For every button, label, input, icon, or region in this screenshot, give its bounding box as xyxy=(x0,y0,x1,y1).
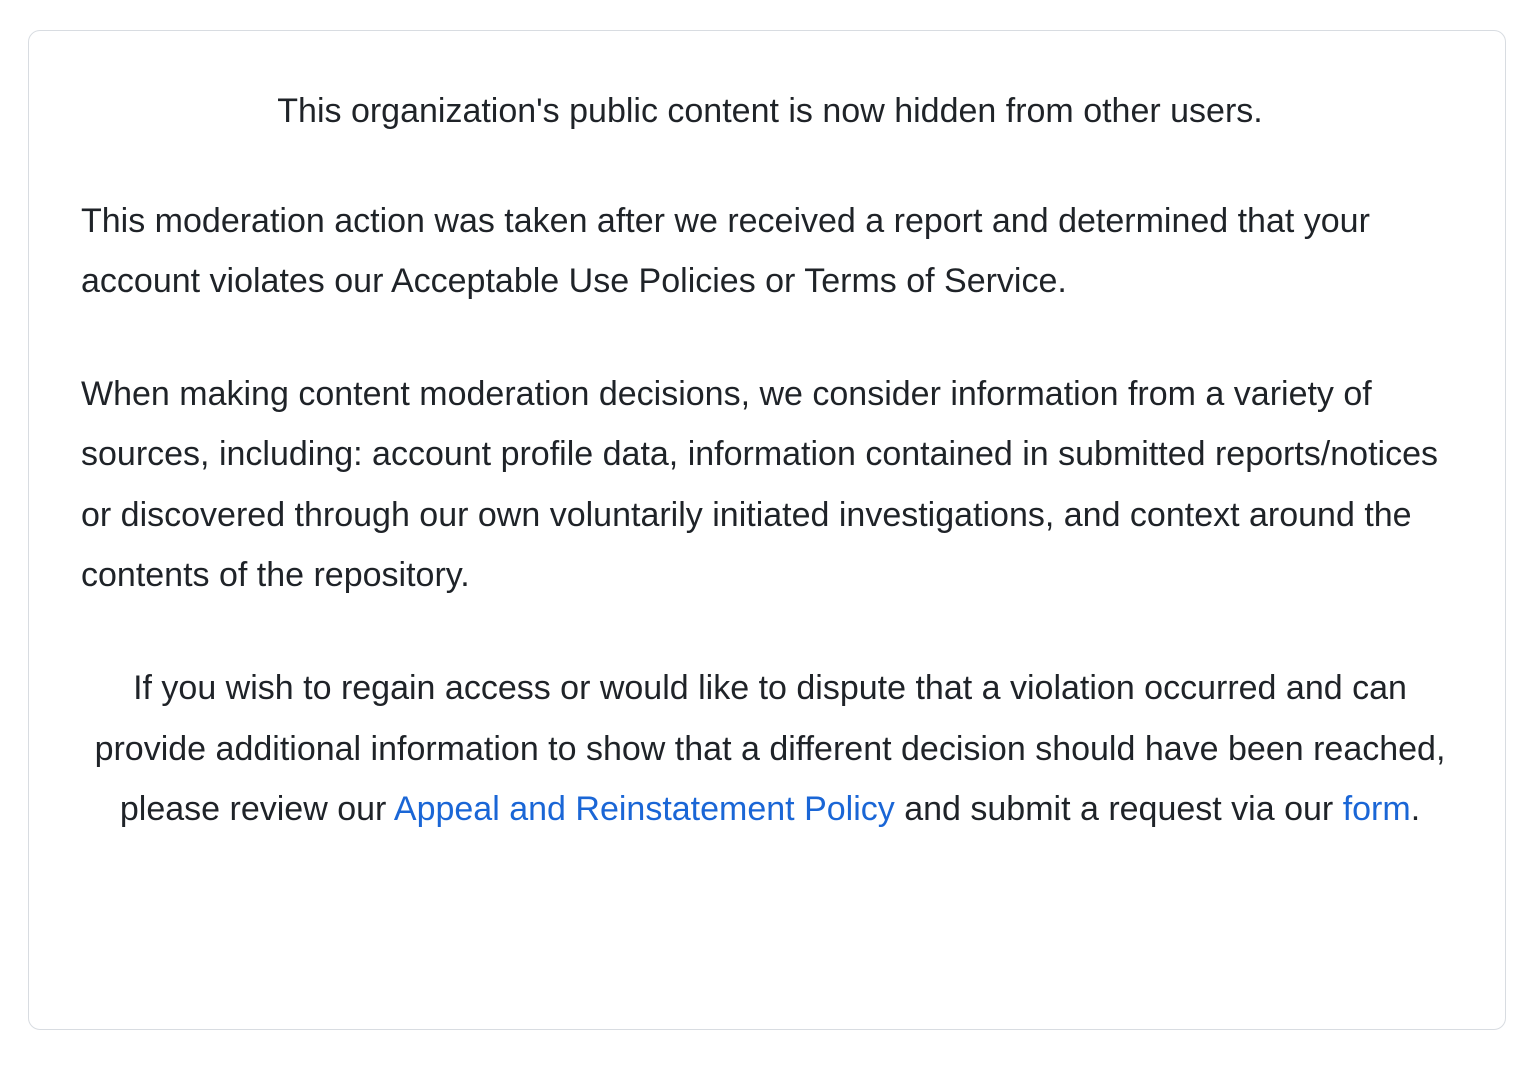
appeal-and-reinstatement-policy-link[interactable]: Appeal and Reinstatement Policy xyxy=(393,790,895,829)
appeal-text-between-links: and submit a request via our xyxy=(894,790,1343,829)
appeal-form-link[interactable]: form xyxy=(1342,790,1411,829)
appeal-text-after-link: . xyxy=(1410,790,1421,829)
notice-paragraph-decision-sources: When making content moderation decisions, we consider information from a variety of sources, including: account profile data, information contained in submitted reports/notices or discovered through our own voluntarily initiated investigations, and context around the contents of the repository. xyxy=(81,374,1438,595)
notice-paragraph-appeal xyxy=(81,658,1459,840)
moderation-notice-card xyxy=(28,30,1506,1030)
appeal-text-before-link: If you wish to regain access or would like to dispute that a violation occurred and can provide additional information to show that a different decision should have been reached, please review our xyxy=(94,668,1446,829)
notice-heading: This organization's public content is now hidden from other users. xyxy=(277,92,1263,130)
notice-paragraph-moderation-action: This moderation action was taken after we received a report and determined that your account violates our Acceptable Use Policies or Terms of Service. xyxy=(81,201,1370,301)
